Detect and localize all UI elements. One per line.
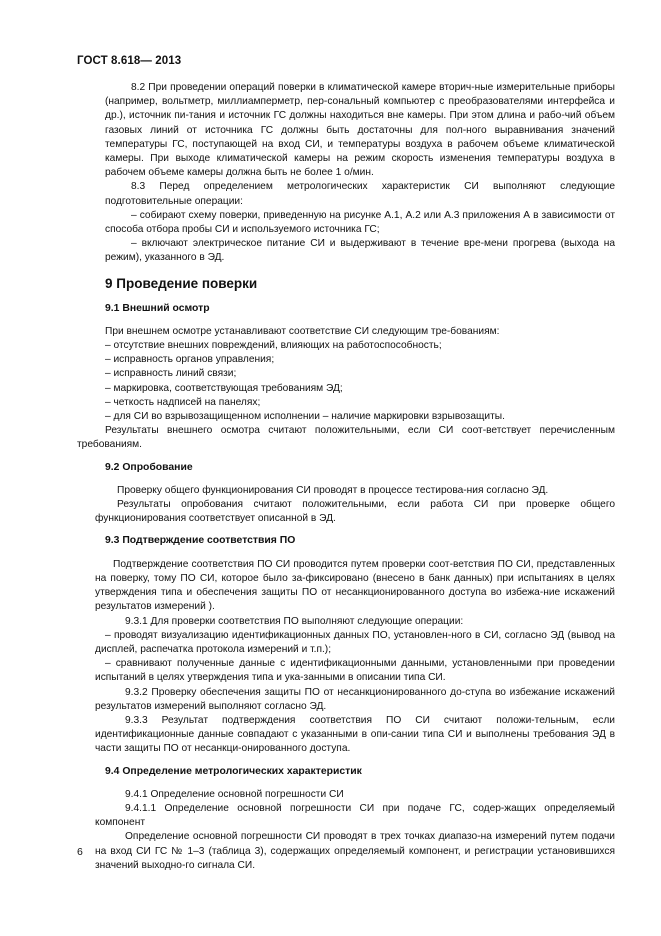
paragraph-9-1-intro: При внешнем осмотре устанавливают соответствие СИ следующим тре-бованиям: (105, 325, 500, 337)
list-item: – сравнивают полученные данные с идентификационными данными, установленными при проведении испытаний в целях утверждения типа и ука-занными в описании типа СИ. (95, 658, 615, 684)
list-item: – проводят визуализацию идентификационных данных ПО, установлен-ного в СИ, согласно ЭД (вывод на дисплей, распечатка протокола измерений и т.п.); (95, 629, 615, 655)
paragraph-9-4-last: Определение основной погрешности СИ проводят в трех точках диапазо-на измерений путем подачи на вход СИ ГС № 1–3 (таблица 3), содержащих определяемый компонент, и регистрации установившихся значений выходно-го сигнала СИ. (95, 831, 615, 871)
paragraph-9-3-intro: Подтверждение соответствия ПО СИ проводится путем проверки соот-ветствия ПО СИ, представленных на поверку, тому ПО СИ, которое было за-фиксировано (внесено в банк данных) при испытаниях в целях утверждения типа и обеспечения защиты ПО от несанкционированного доступа во избежа-ние искажений результатов измерений ). (95, 558, 615, 613)
paragraph-9-4-1-1: 9.4.1.1 Определение основной погрешности СИ при подаче ГС, содер-жащих определяемый компонент (95, 802, 615, 829)
list-item: – собирают схему поверки, приведенную на рисунке А.1, А.2 или А.3 приложения А в зависимости от способа отбора пробы СИ и используемого источника ГС; (105, 209, 615, 236)
section-9-title: 9 Проведение поверки (105, 275, 258, 291)
document-code-header: ГОСТ 8.618— 2013 (77, 55, 182, 67)
paragraph-9-3-2: 9.3.2 Проверку обеспечения защиты ПО от несанкционированного до-ступа во избежание искажений результатов измерений выполняют согласно ЭД. (95, 686, 615, 712)
paragraph-9-3-1: 9.3.1 Для проверки соответствия ПО выполняют следующие операции: (125, 615, 464, 627)
list-item: – для СИ во взрывозащищенном исполнении – наличие маркировки взрывозащиты. (105, 411, 505, 423)
document-body (77, 81, 615, 873)
list-item: – четкость надписей на панелях; (105, 396, 261, 408)
paragraph-8-2: 8.2 При проведении операций поверки в климатической камере вторич-ные измерительные приборы (например, вольтметр, миллиамперметр, пер-сональный компьютер с преобразователями интерфейса и др.), источник пи-тания и источник ГС должны находиться вне камеры. При этом длина и рабо-чий объем газовых линий от источника ГС должны быть достаточны для пол-ного выравнивания значений температуры ГС, поступающей на вход СИ, и температуры воздуха в рабочем объеме климатической камеры. При выходе климатической камеры на режим скорость изменения температуры воздуха в рабочем объеме камеры должна быть не более 1 о/мин. (105, 82, 615, 179)
paragraph-9-2-2: Результаты опробования считают положительными, если работа СИ при проверке общего функционирования соответствует описанной в ЭД. (95, 499, 615, 525)
subsection-9-3-title: 9.3 Подтверждение соответствия ПО (105, 535, 296, 547)
paragraph-8-3: 8.3 Перед определением метрологических характеристик СИ выполняют следующие подготовительные операции: (105, 181, 615, 207)
list-item: – исправность органов управления; (105, 354, 275, 366)
list-item: – отсутствие внешних повреждений, влияющих на работоспособность; (105, 340, 442, 352)
subsection-9-1-title: 9.1 Внешний осмотр (105, 302, 210, 314)
paragraph-9-1-result: Результаты внешнего осмотра считают положительными, если СИ соот-ветствует перечисленным требованиям. (77, 425, 615, 451)
list-item: – исправность линий связи; (105, 368, 237, 380)
paragraph-9-2-1: Проверку общего функционирования СИ проводят в процессе тестирова-ния согласно ЭД. (117, 484, 549, 496)
page-number: 6 (77, 846, 83, 858)
paragraph-9-4-1: 9.4.1 Определение основной погрешности СИ (125, 788, 344, 800)
subsection-9-2-title: 9.2 Опробование (105, 461, 193, 473)
list-item: – маркировка, соответствующая требованиям ЭД; (105, 382, 343, 394)
subsection-9-4-title: 9.4 Определение метрологических характеристик (105, 765, 362, 777)
paragraph-9-3-3: 9.3.3 Результат подтверждения соответствия ПО СИ считают положи-тельным, если идентификационные данные совпадают с указанными в опи-сании типа СИ и выполнены требования ЭД в части защиты ПО от несанкци-онированного доступа. (95, 714, 615, 755)
list-item: – включают электрическое питание СИ и выдерживают в течение вре-мени прогрева (выхода на режим), указанного в ЭД. (105, 238, 615, 264)
